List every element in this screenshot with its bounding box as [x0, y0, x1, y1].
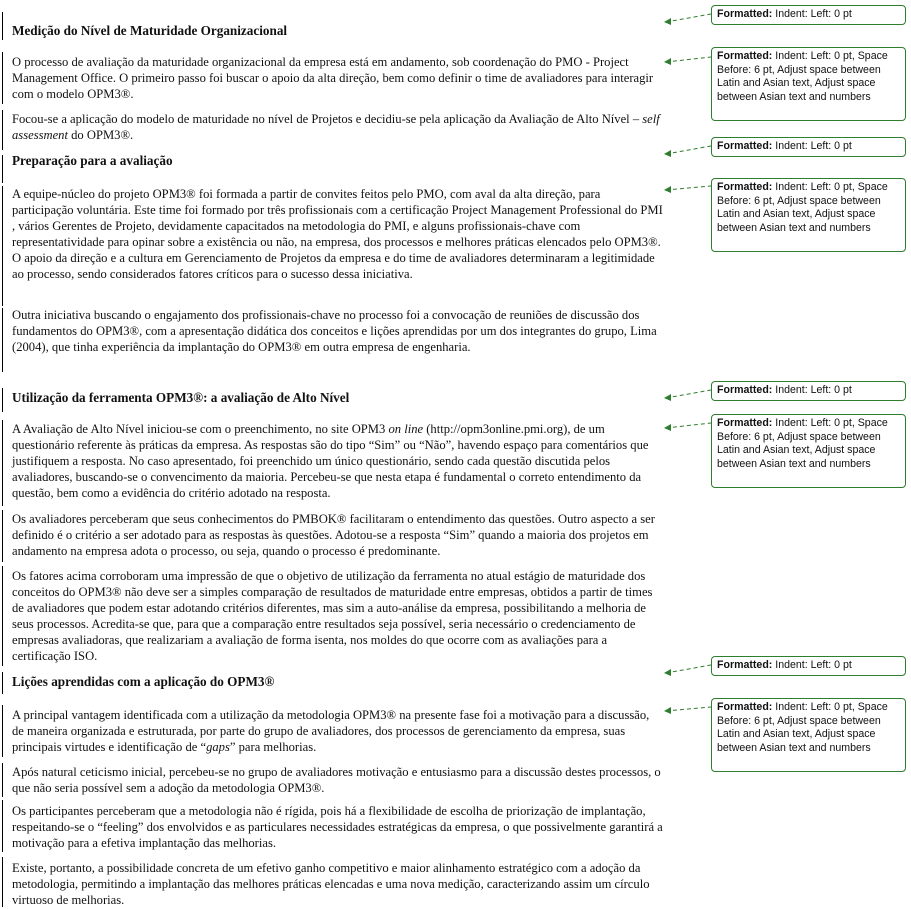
comment-text: Indent: Left: 0 pt: [775, 8, 852, 20]
text-run: A Avaliação de Alto Nível iniciou-se com o preenchimento, no site OPM3: [12, 422, 389, 436]
paragraph: A equipe-núcleo do projeto OPM3® foi formada a partir de convites feitos pelo PMO, com aval da alta direção, para participação voluntária. Este time foi formado por três profissionais com a certificação Project Management Professional do PMI , vários Gerentes de Projeto, devidamente capacitados na metodologia do PMI, e alguns profissionais-chave com representatividade para opinar sobre a existência ou não, na empresa, dos processos e melhores práticas elencados pelo OPM3®. O apoio da direção e a cultura em Gerenciamento de Projetos da empresa e do time de avaliadores determinaram a legitimidade ao processo, sendo considerados fatores críticos para o sucesso dessa iniciativa.: [12, 187, 663, 281]
format-comment-balloon[interactable]: [711, 698, 906, 772]
format-comment-balloon[interactable]: [711, 414, 906, 488]
italic-run: gaps: [206, 739, 230, 754]
format-comment-balloon[interactable]: [711, 178, 906, 252]
leader-arrowhead: [664, 58, 671, 65]
leader-line: [666, 14, 711, 22]
format-comment-balloon[interactable]: [711, 47, 906, 121]
change-bar: [2, 763, 3, 797]
change-bar: [2, 420, 3, 506]
change-bar: [2, 857, 3, 907]
italic-run: self assessment: [12, 112, 660, 142]
comment-label: Formatted:: [717, 701, 773, 713]
leader-line: [666, 146, 711, 154]
comment-text: Indent: Left: 0 pt: [775, 659, 852, 671]
leader-arrowhead: [664, 186, 671, 193]
format-comment-balloon[interactable]: [711, 656, 906, 676]
comment-label: Formatted:: [717, 8, 773, 20]
paragraph: [12, 422, 664, 502]
comment-label: Formatted:: [717, 384, 773, 396]
comment-text: Indent: Left: 0 pt: [775, 384, 852, 396]
leader-arrowhead: [664, 424, 671, 431]
leader-line: [666, 423, 711, 428]
change-bar: [2, 52, 3, 104]
leader-arrowhead: [664, 707, 671, 714]
comment-label: Formatted:: [717, 417, 773, 429]
change-bar: [2, 388, 3, 412]
comment-label: Formatted:: [717, 659, 773, 671]
text-run: (http://opm3online.pmi.org), de um questionário referente às práticas da empresa. As respostas são do tipo “Sim” ou “Não”, havendo espaço para comentários que justifiquem a resposta. No caso apresentado, foi preenchido um único questionário, sendo cada questão discutida pelos avaliadores, buscando-se o convencimento da maioria. Percebeu-se que nesta etapa é fundamental o correto entendimento da questão, bem como a evidência do critério adotado na resposta.: [12, 422, 649, 500]
paragraph: O processo de avaliação da maturidade organizacional da empresa está em andamento, sob coordenação do PMO - Project Management Office. O primeiro passo foi buscar o apoio da alta direção, bem como definir o time de avaliadores para interagir com o modelo OPM3®.: [12, 55, 654, 101]
change-bar: [2, 110, 3, 150]
leader-arrowhead: [664, 394, 671, 401]
change-bar: [2, 155, 3, 183]
change-bar: [2, 566, 3, 666]
paragraph: Após natural ceticismo inicial, percebeu-se no grupo de avaliadores motivação e entusiasmo para a discussão destes processos, o que não seria possível sem a adoção da metodologia OPM3®.: [12, 765, 661, 795]
format-comment-balloon[interactable]: [711, 5, 906, 25]
leader-arrowhead: [664, 150, 671, 157]
paragraph: Existe, portanto, a possibilidade concreta de um efetivo ganho competitivo e maior alinhamento estratégico com a adoção da metodologia, permitindo a implantação das melhores práticas elencadas e uma nova medição, caracterizando assim um círculo virtuoso de melhorias.: [12, 861, 650, 907]
leader-line: [666, 186, 711, 190]
change-bar: [2, 672, 3, 694]
change-bar: [2, 705, 3, 757]
leader-line: [666, 390, 711, 398]
section-heading: Utilização da ferramenta OPM3®: a avaliação de Alto Nível: [12, 390, 350, 405]
format-comment-balloon[interactable]: [711, 381, 906, 401]
paragraph: Outra iniciativa buscando o engajamento dos profissionais-chave no processo foi a convocação de reuniões de discussão dos fundamentos do OPM3®, com a apresentação didática dos conceitos e lições aprendidas por um dos integrantes do grupo, Lima (2004), que tinha experiência da implantação do OPM3® em outra empresa de engenharia.: [12, 308, 657, 354]
paragraph: Os participantes perceberam que a metodologia não é rígida, pois há a flexibilidade de escolha de priorização de implantação, respeitando-se o “feeling” dos envolvidos e as particulares necessidades estratégicas da empresa, o que possivelmente garantirá a motivação para a efetiva implantação das melhorias.: [12, 804, 663, 850]
leader-line: [666, 57, 711, 62]
comment-text: Indent: Left: 0 pt, Space Before: 6 pt, Adjust space between Latin and Asian text, Adjust space between Asian text and numbers: [717, 50, 888, 103]
change-bar: [2, 186, 3, 306]
change-bar: [2, 800, 3, 852]
leader-line: [666, 665, 711, 673]
text-run: do OPM3®.: [67, 127, 134, 142]
section-heading: Preparação para a avaliação: [12, 153, 173, 168]
section-heading: Medição do Nível de Maturidade Organizacional: [12, 23, 288, 38]
leader-arrowhead: [664, 669, 671, 676]
paragraph: [12, 112, 664, 144]
leader-line: [666, 707, 711, 711]
paragraph: Os fatores acima corroboram uma impressão de que o objetivo de utilização da ferramenta no atual estágio de maturidade dos conceitos do OPM3® não deve ser a simples comparação de resultados de maturidade entre empresas, obtidos a partir de times de avaliadores que podem estar adotando critérios diferentes, mas sim a auto-análise da empresa, possibilitando a melhoria de seus processos. Acredita-se que, para que a comparação entre resultados seja possível, seria necessário o credenciamento de empresas avaliadoras, que realizariam a avaliação de forma isenta, nos moldes do que ocorre com as avaliações para a certificação ISO.: [12, 569, 653, 663]
comment-text: Indent: Left: 0 pt, Space Before: 6 pt, Adjust space between Latin and Asian text, Adjust space between Asian text and numbers: [717, 701, 888, 754]
italic-run: on line: [388, 422, 424, 436]
comment-text: Indent: Left: 0 pt, Space Before: 6 pt, Adjust space between Latin and Asian text, Adjust space between Asian text and numbers: [717, 417, 888, 470]
text-run: Focou-se a aplicação do modelo de maturidade no nível de Projetos e decidiu-se pela aplicação da Avaliação de Alto Nível –: [12, 112, 643, 126]
comment-label: Formatted:: [717, 181, 773, 193]
comment-text: Indent: Left: 0 pt: [775, 140, 852, 152]
paragraph: Os avaliadores perceberam que seus conhecimentos do PMBOK® facilitaram o entendimento das questões. Outro aspecto a ser definido é o critério a ser adotado para as respostas às questões. Adotou-se a resposta “Sim” quando a maioria dos projetos em andamento na empresa adota o processo, ou seja, quando o processo é predominante.: [12, 512, 655, 558]
text-run: A principal vantagem identificada com a utilização da metodologia OPM3® na presente fase foi a motivação para a discussão, de maneira organizada e estruturada, por parte do grupo de avaliadores, dos processos de gerenciamento da empresa, suas principais virtudes e identificação de “: [12, 708, 650, 754]
change-bar: [2, 308, 3, 372]
comment-label: Formatted:: [717, 140, 773, 152]
section-heading: Lições aprendidas com a aplicação do OPM3®: [12, 674, 275, 689]
change-bar: [2, 12, 3, 40]
change-bar: [2, 510, 3, 562]
text-run: ” para melhorias.: [229, 739, 317, 754]
format-comment-balloon[interactable]: [711, 137, 906, 157]
comment-text: Indent: Left: 0 pt, Space Before: 6 pt, Adjust space between Latin and Asian text, Adjust space between Asian text and numbers: [717, 181, 888, 234]
comment-label: Formatted:: [717, 50, 773, 62]
leader-arrowhead: [664, 18, 671, 25]
paragraph: [12, 708, 664, 756]
